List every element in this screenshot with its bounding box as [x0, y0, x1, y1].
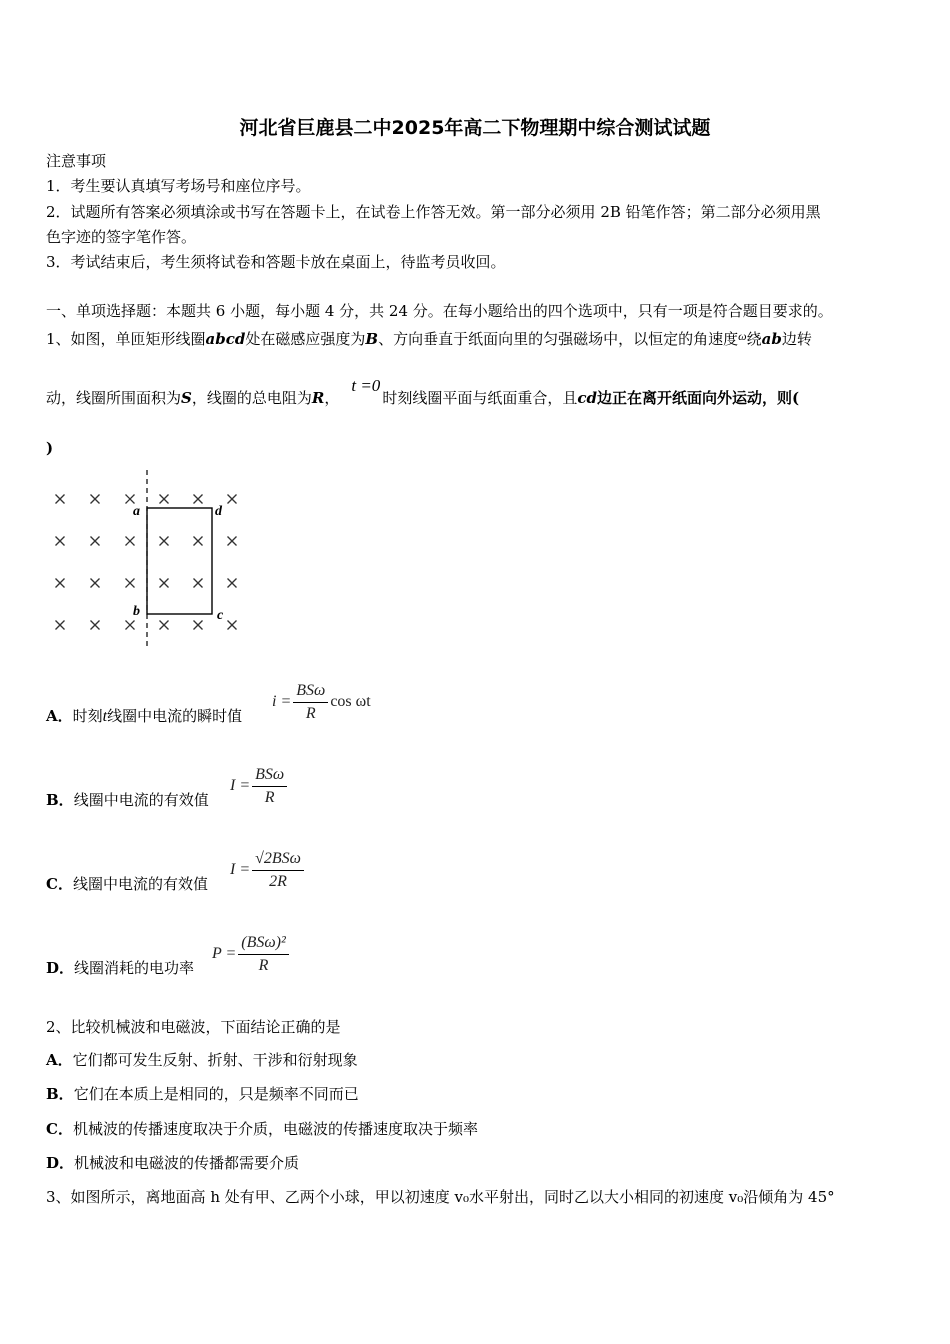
field-cross-icon — [56, 537, 65, 546]
field-cross-icon — [91, 495, 100, 504]
field-cross-icon — [160, 579, 169, 588]
label-a: a — [133, 504, 140, 519]
q1-option-d-formula: P = $\frac{\text{(BSω)²}}{R}$ — [212, 932, 291, 977]
notice-item: 1．考生要认真填写考场号和座位序号。 — [46, 177, 311, 195]
field-cross-icon — [160, 537, 169, 546]
field-cross-icon — [228, 495, 237, 504]
section-heading: 一、单项选择题：本题共 6 小题，每小题 4 分，共 24 分。在每小题给出的四个选项中，只有一项是符合题目要求的。 — [46, 302, 833, 320]
field-cross-icon — [56, 579, 65, 588]
q1-option-b-formula: I = $\frac{\text{BSω}}{R}$ — [230, 764, 289, 809]
notice-item: 色字迹的签字笔作答。 — [46, 228, 197, 246]
field-cross-icon — [194, 579, 203, 588]
label-b: b — [133, 604, 140, 619]
field-cross-icon — [56, 621, 65, 630]
field-cross-icon — [194, 621, 203, 630]
notice-item: 2．试题所有答案必须填涂或书写在答题卡上，在试卷上作答无效。第一部分必须用 2B 铅笔作答；第二部分必须用黑 — [46, 203, 821, 221]
label-c: c — [217, 608, 224, 623]
field-cross-icon — [91, 621, 100, 630]
field-cross-icon — [56, 495, 65, 504]
q1-option-d: D．线圈消耗的电功率 — [46, 959, 195, 977]
field-cross-icon — [126, 495, 135, 504]
q1-stem-line1: 1、如图，单匝矩形线圈abcd处在磁感应强度为B、方向垂直于纸面向里的匀强磁场中，以恒定的角速度$^\omega$绕ab边转 — [46, 329, 812, 348]
notice-item: 3．考试结束后，考生须将试卷和答题卡放在桌面上，待监考员收回。 — [46, 253, 506, 271]
q1-option-a: A．时刻t线圈中电流的瞬时值 — [46, 707, 243, 725]
field-cross-icon — [228, 621, 237, 630]
rectangular-coil — [147, 508, 212, 614]
field-cross-icon — [228, 537, 237, 546]
label-d: d — [215, 504, 222, 519]
q1-option-c-formula: I = $\frac{\text{√2BSω}}{2R}$ — [230, 848, 306, 893]
field-cross-icon — [126, 579, 135, 588]
page-title: 河北省巨鹿县二中2025年高二下物理期中综合测试试题 — [239, 117, 711, 139]
q2-option-c: C．机械波的传播速度取决于介质，电磁波的传播速度取决于频率 — [46, 1120, 478, 1138]
field-cross-icon — [126, 621, 135, 630]
field-cross-icon — [160, 495, 169, 504]
notice-heading: 注意事项 — [46, 152, 107, 170]
q1-stem-close: ) — [46, 439, 54, 457]
coil-in-magnetic-field-figure — [46, 468, 246, 648]
q3-stem: 3、如图所示，离地面高 h 处有甲、乙两个小球，甲以初速度 v₀水平射出，同时乙以大小相同的初速度 v₀沿倾角为 45° — [46, 1188, 835, 1206]
field-cross-icon — [91, 579, 100, 588]
q1-option-c: C．线圈中电流的有效值 — [46, 875, 208, 893]
q1-option-b: B．线圈中电流的有效值 — [46, 791, 209, 809]
q2-option-b: B．它们在本质上是相同的，只是频率不同而已 — [46, 1085, 359, 1103]
q1-option-a-formula: i = $\frac{\text{BSω}}{R}$ cos ωt — [272, 682, 371, 722]
field-cross-icon — [160, 621, 169, 630]
field-cross-icon — [194, 537, 203, 546]
q2-option-d: D．机械波和电磁波的传播都需要介质 — [46, 1154, 300, 1172]
field-cross-icon — [194, 495, 203, 504]
q2-option-a: A．它们都可发生反射、折射、干涉和衍射现象 — [46, 1051, 358, 1069]
field-cross-icon — [126, 537, 135, 546]
q1-stem-line2: 动，线圈所围面积为S，线圈的总电阻为R，t =0时刻线圈平面与纸面重合，且cd边正在离开纸面向外运动，则( — [46, 376, 800, 407]
field-cross-icon — [228, 579, 237, 588]
field-cross-icon — [91, 537, 100, 546]
q2-stem: 2、比较机械波和电磁波，下面结论正确的是 — [46, 1018, 341, 1036]
